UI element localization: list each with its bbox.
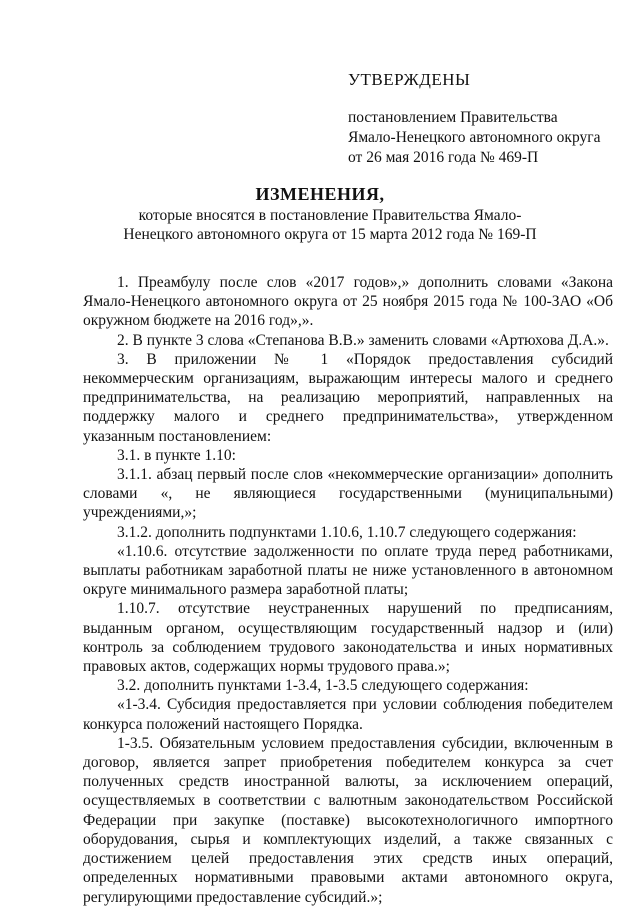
- paragraph: 2. В пункте 3 слова «Степанова В.В.» заменить словами «Артюхова Д.А.».: [117, 331, 609, 349]
- paragraph: 3.1.2. дополнить подпунктами 1.10.6, 1.10.7 следующего содержания:: [117, 523, 577, 541]
- paragraph: 1.10.7. отсутствие неустраненных нарушений по предписаниям, выданным органом, осуществляющим государственный надзор и (или) контроль за соблюдением трудового законодательства и иных нормативных правовых актов, содержащих нормы трудового права.»;: [83, 600, 613, 676]
- document-subtitle: которые вносятся в постановление Правительства Ямало-Ненецкого автономного округа от 15 марта 2012 года № 169-П: [123, 207, 537, 243]
- paragraph: 1-3.5. Обязательным условием предоставления субсидии, включенным в договор, является запрет приобретения победителем конкурса за счет полученных средств иностранной валюты, за исключением операций, осуществляемых в соответствии с валютным законодательством Российской Федерации при закупке (поставке) высокотехнологичного импортного оборудования, сырья и комплектующих изделий, а также связанных с достижением целей предоставления этих средств иных операций, определенных нормативными правовыми актами автономного округа, регулирующими предоставление субсидий.»;: [83, 734, 613, 906]
- approval-heading: УТВЕРЖДЕНЫ: [348, 70, 471, 89]
- paragraph: «1.10.6. отсутствие задолженности по оплате труда перед работниками, выплаты работникам заработной платы не ниже установленного в автономном округе минимального размера заработной платы;: [83, 542, 613, 599]
- paragraph: 1. Преамбулу после слов «2017 годов»,» дополнить словами «Закона Ямало-Ненецкого автономного округа от 25 ноября 2015 года № 100-ЗАО «Об окружном бюджете на 2016 год»,».: [83, 274, 613, 330]
- paragraph: 3.1.1. абзац первый после слов «некоммерческие организации» дополнить словами «, не являющиеся государственными (муниципальными) учреждениями,»;: [83, 466, 613, 522]
- paragraph: 3.1. в пункте 1.10:: [117, 446, 236, 464]
- approval-stamp: [348, 70, 628, 168]
- paragraph: 3.2. дополнить пунктами 1-3.4, 1-3.5 следующего содержания:: [117, 677, 529, 695]
- document-body: [83, 273, 613, 907]
- paragraph: 3. В приложении № 1 «Порядок предоставления субсидий некоммерческим организациям, выражающим интересы малого и среднего предпринимательства, на реализацию мероприятий, направленных на поддержку малого и среднего предпринимательства», утвержденном указанным постановлением:: [83, 350, 613, 445]
- approval-line: постановлением Правительства: [348, 109, 558, 126]
- approval-line: от 26 мая 2016 года № 469-П: [348, 149, 539, 166]
- paragraph: «1-3.4. Субсидия предоставляется при условии соблюдения победителем конкурса положений настоящего Порядка.: [83, 696, 613, 733]
- document-title: ИЗМЕНЕНИЯ,: [255, 184, 385, 204]
- approval-line: Ямало-Ненецкого автономного округа: [348, 129, 601, 146]
